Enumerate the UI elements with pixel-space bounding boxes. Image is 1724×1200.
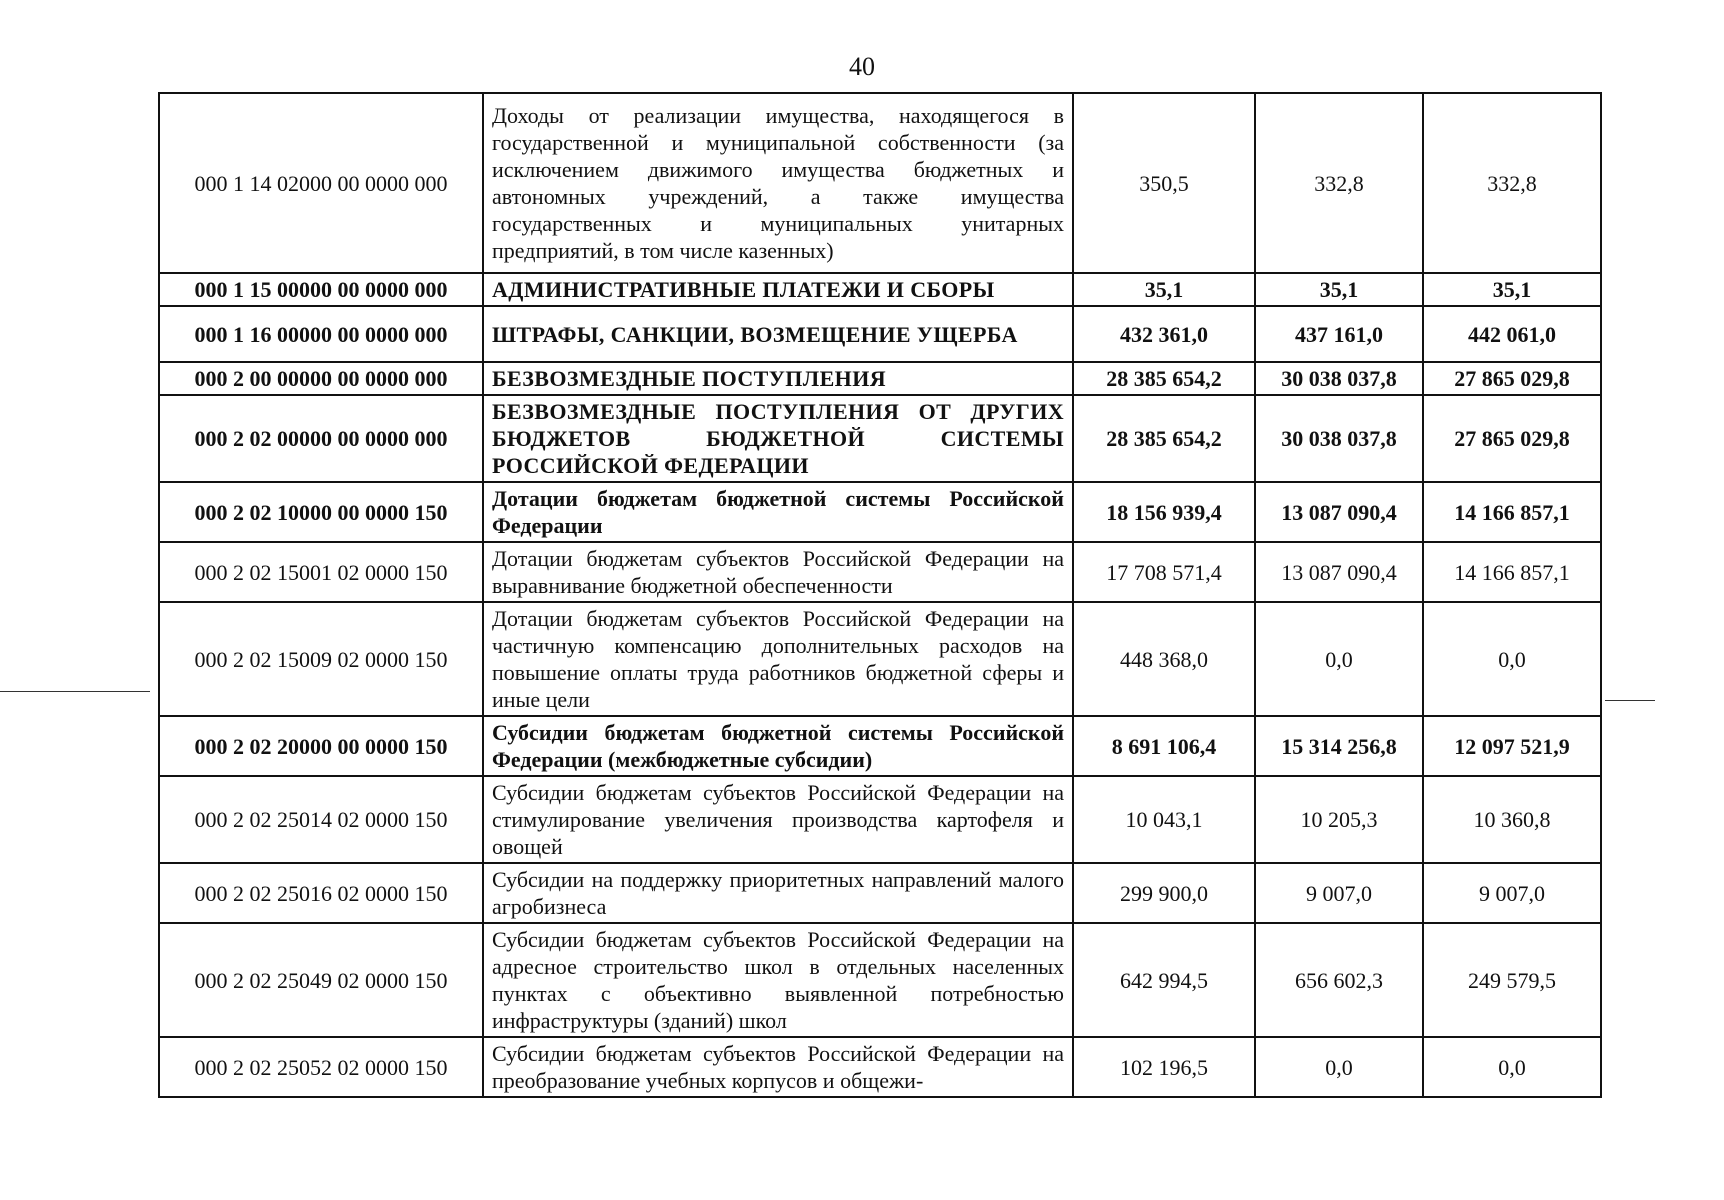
revenue-name: Субсидии бюджетам субъектов Российской Федерации на адресное строительство школ в отдельных населенных пунктах с объективно выявленной потребностью инфраструктуры (зданий) школ [483, 923, 1073, 1037]
table-row [159, 716, 1601, 776]
amount-year-2: 35,1 [1255, 273, 1423, 306]
budget-code: 000 2 02 00000 00 0000 000 [159, 395, 483, 482]
amount-year-3: 27 865 029,8 [1423, 395, 1601, 482]
table-row [159, 93, 1601, 273]
amount-year-3: 35,1 [1423, 273, 1601, 306]
revenue-name: Дотации бюджетам бюджетной системы Российской Федерации [483, 482, 1073, 542]
amount-year-2: 30 038 037,8 [1255, 395, 1423, 482]
revenue-name: БЕЗВОЗМЕЗДНЫЕ ПОСТУПЛЕНИЯ [483, 362, 1073, 395]
amount-year-2: 10 205,3 [1255, 776, 1423, 863]
revenue-name: Дотации бюджетам субъектов Российской Федерации на выравнивание бюджетной обеспеченности [483, 542, 1073, 602]
amount-year-2: 13 087 090,4 [1255, 482, 1423, 542]
revenue-name: Субсидии на поддержку приоритетных направлений малого агробизнеса [483, 863, 1073, 923]
revenue-name: ШТРАФЫ, САНКЦИИ, ВОЗМЕЩЕНИЕ УЩЕРБА [483, 306, 1073, 362]
budget-revenue-table [158, 92, 1602, 1098]
amount-year-3: 249 579,5 [1423, 923, 1601, 1037]
table-row [159, 863, 1601, 923]
amount-year-3: 12 097 521,9 [1423, 716, 1601, 776]
amount-year-3: 14 166 857,1 [1423, 542, 1601, 602]
budget-code: 000 2 02 10000 00 0000 150 [159, 482, 483, 542]
revenue-name: Субсидии бюджетам субъектов Российской Федерации на стимулирование увеличения производства картофеля и овощей [483, 776, 1073, 863]
amount-year-1: 35,1 [1073, 273, 1255, 306]
amount-year-1: 432 361,0 [1073, 306, 1255, 362]
amount-year-3: 14 166 857,1 [1423, 482, 1601, 542]
revenue-name: Дотации бюджетам субъектов Российской Федерации на частичную компенсацию дополнительных расходов на повышение оплаты труда работников бюджетной сферы и иные цели [483, 602, 1073, 716]
amount-year-2: 9 007,0 [1255, 863, 1423, 923]
table-row [159, 923, 1601, 1037]
scan-artifact-line-left [0, 691, 150, 692]
revenue-name: Субсидии бюджетам бюджетной системы Российской Федерации (межбюджетные субсидии) [483, 716, 1073, 776]
amount-year-1: 102 196,5 [1073, 1037, 1255, 1097]
amount-year-1: 28 385 654,2 [1073, 362, 1255, 395]
table-row [159, 776, 1601, 863]
table-row [159, 1037, 1601, 1097]
amount-year-3: 10 360,8 [1423, 776, 1601, 863]
table-row [159, 273, 1601, 306]
amount-year-2: 656 602,3 [1255, 923, 1423, 1037]
budget-code: 000 1 15 00000 00 0000 000 [159, 273, 483, 306]
budget-code: 000 2 02 25016 02 0000 150 [159, 863, 483, 923]
budget-code: 000 2 00 00000 00 0000 000 [159, 362, 483, 395]
amount-year-2: 0,0 [1255, 602, 1423, 716]
amount-year-2: 13 087 090,4 [1255, 542, 1423, 602]
budget-code: 000 2 02 20000 00 0000 150 [159, 716, 483, 776]
table-row [159, 362, 1601, 395]
table-row [159, 482, 1601, 542]
page-number: 40 [849, 52, 875, 81]
amount-year-1: 10 043,1 [1073, 776, 1255, 863]
amount-year-3: 442 061,0 [1423, 306, 1601, 362]
revenue-name: Доходы от реализации имущества, находящегося в государственной и муниципальной собственности (за исключением движимого имущества бюджетных и автономных учреждений, а также имущества государственных и муниципальных унитарных предприятий, в том числе казенных) [483, 93, 1073, 273]
amount-year-1: 299 900,0 [1073, 863, 1255, 923]
budget-code: 000 1 14 02000 00 0000 000 [159, 93, 483, 273]
amount-year-1: 18 156 939,4 [1073, 482, 1255, 542]
table-row [159, 306, 1601, 362]
scan-artifact-line-right [1605, 700, 1655, 701]
table-row [159, 542, 1601, 602]
amount-year-2: 15 314 256,8 [1255, 716, 1423, 776]
amount-year-2: 0,0 [1255, 1037, 1423, 1097]
budget-code: 000 2 02 15001 02 0000 150 [159, 542, 483, 602]
revenue-name: Субсидии бюджетам субъектов Российской Федерации на преобразование учебных корпусов и общежи- [483, 1037, 1073, 1097]
revenue-name: БЕЗВОЗМЕЗДНЫЕ ПОСТУПЛЕНИЯ ОТ ДРУГИХ БЮДЖЕТОВ БЮДЖЕТНОЙ СИСТЕМЫ РОССИЙСКОЙ ФЕДЕРАЦИИ [483, 395, 1073, 482]
amount-year-3: 0,0 [1423, 602, 1601, 716]
amount-year-1: 17 708 571,4 [1073, 542, 1255, 602]
amount-year-1: 350,5 [1073, 93, 1255, 273]
table-row [159, 395, 1601, 482]
budget-code: 000 2 02 25049 02 0000 150 [159, 923, 483, 1037]
amount-year-2: 30 038 037,8 [1255, 362, 1423, 395]
budget-code: 000 2 02 15009 02 0000 150 [159, 602, 483, 716]
amount-year-3: 9 007,0 [1423, 863, 1601, 923]
amount-year-1: 28 385 654,2 [1073, 395, 1255, 482]
amount-year-3: 0,0 [1423, 1037, 1601, 1097]
amount-year-2: 332,8 [1255, 93, 1423, 273]
amount-year-3: 332,8 [1423, 93, 1601, 273]
amount-year-1: 448 368,0 [1073, 602, 1255, 716]
amount-year-2: 437 161,0 [1255, 306, 1423, 362]
budget-code: 000 2 02 25052 02 0000 150 [159, 1037, 483, 1097]
budget-code: 000 2 02 25014 02 0000 150 [159, 776, 483, 863]
budget-code: 000 1 16 00000 00 0000 000 [159, 306, 483, 362]
revenue-name: АДМИНИСТРАТИВНЫЕ ПЛАТЕЖИ И СБОРЫ [483, 273, 1073, 306]
amount-year-1: 8 691 106,4 [1073, 716, 1255, 776]
amount-year-3: 27 865 029,8 [1423, 362, 1601, 395]
table-row [159, 602, 1601, 716]
amount-year-1: 642 994,5 [1073, 923, 1255, 1037]
